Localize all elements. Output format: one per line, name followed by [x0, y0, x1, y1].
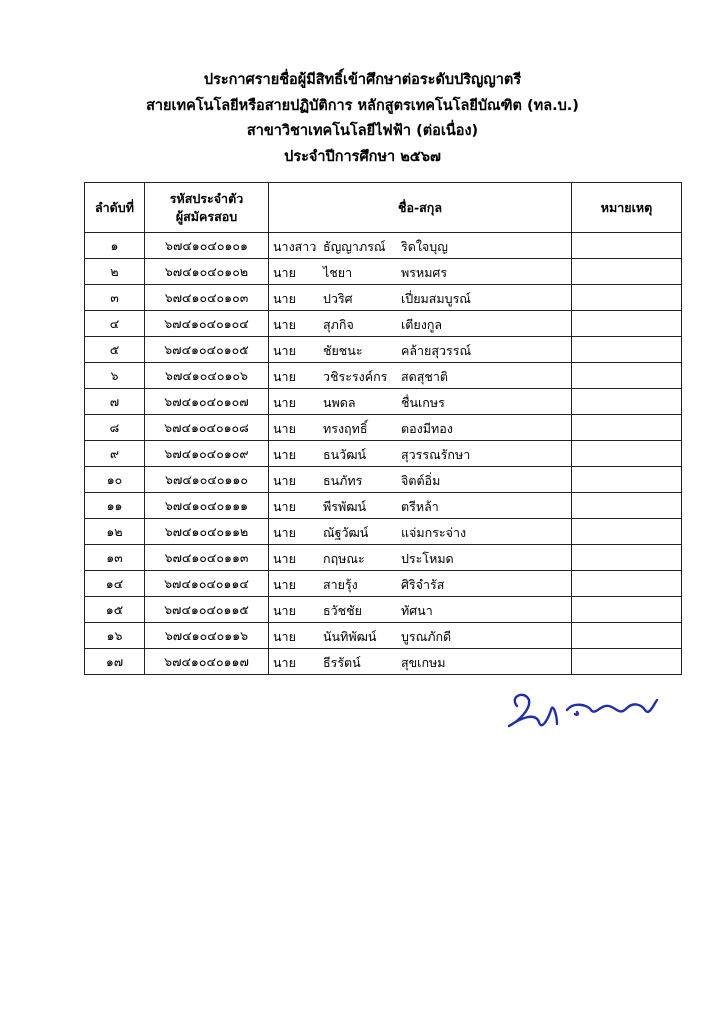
- applicant-code: ๖๗๔๑๐๔๐๑๑๐: [145, 467, 269, 493]
- name-prefix: นาย: [273, 317, 296, 332]
- row-number: ๑๑: [85, 493, 145, 519]
- name-prefix: นาย: [273, 291, 296, 306]
- last-name: สุวรรณรักษา: [401, 447, 471, 462]
- applicant-name: [269, 415, 572, 441]
- name-prefix: นาย: [273, 447, 296, 462]
- remark: [572, 389, 682, 415]
- applicant-code: ๖๗๔๑๐๔๐๑๐๗: [145, 389, 269, 415]
- table-row: [85, 467, 682, 493]
- name-prefix: นาย: [273, 603, 296, 618]
- row-number: ๑๖: [85, 623, 145, 649]
- row-number: ๑๒: [85, 519, 145, 545]
- name-prefix: นางสาว: [273, 239, 317, 254]
- name-prefix: นาย: [273, 395, 296, 410]
- remark: [572, 233, 682, 259]
- title-line-1: ประกาศรายชื่อผู้มีสิทธิ์เข้าศึกษาต่อระดับปริญญาตรี: [203, 72, 522, 88]
- name-prefix: นาย: [273, 629, 296, 644]
- name-wrapper: [269, 597, 571, 622]
- applicant-code: ๖๗๔๑๐๔๐๑๑๔: [145, 571, 269, 597]
- applicant-name: [269, 389, 572, 415]
- remark: [572, 363, 682, 389]
- first-name: ธีรรัตน์: [323, 655, 361, 670]
- table-row: [85, 415, 682, 441]
- table-row: [85, 337, 682, 363]
- applicant-code: ๖๗๔๑๐๔๐๑๐๔: [145, 311, 269, 337]
- remark: [572, 597, 682, 623]
- row-number: ๑๔: [85, 571, 145, 597]
- first-name: ปวริศ: [323, 291, 353, 306]
- table-row: [85, 623, 682, 649]
- applicant-name: [269, 337, 572, 363]
- first-name: ธวัชชัย: [323, 603, 362, 618]
- applicant-code: ๖๗๔๑๐๔๐๑๐๕: [145, 337, 269, 363]
- name-wrapper: [269, 389, 571, 414]
- remark: [572, 649, 682, 675]
- name-wrapper: [269, 571, 571, 596]
- row-number: ๑๕: [85, 597, 145, 623]
- table-row: [85, 233, 682, 259]
- name-wrapper: [269, 337, 571, 362]
- name-prefix: นาย: [273, 499, 296, 514]
- first-name: ธนภัทร: [323, 473, 363, 488]
- applicant-code: ๖๗๔๑๐๔๐๑๐๒: [145, 259, 269, 285]
- header-code-line-2: ผู้สมัครสอบ: [175, 208, 238, 224]
- first-name: วชิระรงค์กร: [323, 369, 388, 384]
- applicant-name: [269, 597, 572, 623]
- signature-second-stroke: [567, 700, 657, 712]
- name-prefix: นาย: [273, 525, 296, 540]
- applicant-name: [269, 233, 572, 259]
- row-number: ๑๗: [85, 649, 145, 675]
- table-header-row: [85, 183, 682, 233]
- remark: [572, 285, 682, 311]
- applicant-code: ๖๗๔๑๐๔๐๑๑๖: [145, 623, 269, 649]
- first-name: นพดล: [323, 395, 356, 410]
- name-wrapper: [269, 545, 571, 570]
- row-number: ๓: [85, 285, 145, 311]
- table-row: [85, 649, 682, 675]
- first-name: ไชยา: [323, 265, 353, 280]
- name-prefix: นาย: [273, 655, 296, 670]
- applicant-name: [269, 545, 572, 571]
- last-name: เตียงกูล: [401, 317, 443, 332]
- first-name: สุภกิจ: [323, 317, 354, 332]
- remark: [572, 441, 682, 467]
- last-name: สดสุชาติ: [401, 369, 448, 384]
- row-number: ๑๓: [85, 545, 145, 571]
- table-row: [85, 259, 682, 285]
- name-prefix: นาย: [273, 369, 296, 384]
- first-name: กฤษณะ: [323, 551, 365, 566]
- first-name: สายรุ้ง: [323, 577, 358, 592]
- name-wrapper: [269, 311, 571, 336]
- applicant-code: ๖๗๔๑๐๔๐๑๐๙: [145, 441, 269, 467]
- table-row: [85, 285, 682, 311]
- row-number: ๘: [85, 415, 145, 441]
- applicant-code: ๖๗๔๑๐๔๐๑๑๕: [145, 597, 269, 623]
- header-code: [145, 183, 269, 233]
- row-number: ๗: [85, 389, 145, 415]
- last-name: ตรีหล้า: [401, 499, 439, 514]
- first-name: พีรพัฒน์: [323, 499, 367, 514]
- last-name: จิตต์อิ่ม: [401, 473, 441, 488]
- remark: [572, 467, 682, 493]
- last-name: ศิริจำรัส: [401, 577, 445, 592]
- name-wrapper: [269, 493, 571, 518]
- table-row: [85, 493, 682, 519]
- applicant-name: [269, 623, 572, 649]
- applicant-name: [269, 259, 572, 285]
- name-wrapper: [269, 623, 571, 648]
- remark: [572, 623, 682, 649]
- table-row: [85, 597, 682, 623]
- last-name: คล้ายสุวรรณ์: [401, 343, 472, 358]
- applicant-code: ๖๗๔๑๐๔๐๑๑๗: [145, 649, 269, 675]
- row-number: ๙: [85, 441, 145, 467]
- name-wrapper: [269, 467, 571, 492]
- first-name: ธนวัฒน์: [323, 447, 367, 462]
- row-number: ๑: [85, 233, 145, 259]
- applicant-code: ๖๗๔๑๐๔๐๑๑๒: [145, 519, 269, 545]
- applicant-name: [269, 519, 572, 545]
- remark: [572, 311, 682, 337]
- applicant-code: ๖๗๔๑๐๔๐๑๑๑: [145, 493, 269, 519]
- row-number: ๕: [85, 337, 145, 363]
- name-wrapper: [269, 363, 571, 388]
- first-name: นันทิพัฒน์: [323, 629, 377, 644]
- header-note: หมายเหตุ: [572, 183, 682, 233]
- applicant-name: [269, 649, 572, 675]
- remark: [572, 571, 682, 597]
- first-name: ชัยชนะ: [323, 343, 363, 358]
- signature: [495, 682, 665, 738]
- header-no: ลำดับที่: [85, 183, 145, 233]
- applicant-code: ๖๗๔๑๐๔๐๑๐๖: [145, 363, 269, 389]
- row-number: ๒: [85, 259, 145, 285]
- table-row: [85, 571, 682, 597]
- name-wrapper: [269, 649, 571, 674]
- first-name: ธัญญาภรณ์: [323, 239, 386, 254]
- applicant-name: [269, 571, 572, 597]
- name-wrapper: [269, 415, 571, 440]
- applicant-code: ๖๗๔๑๐๔๐๑๐๑: [145, 233, 269, 259]
- header-code-line-1: รหัสประจำตัว: [169, 190, 244, 206]
- last-name: แจ่มกระจ่าง: [401, 525, 467, 540]
- name-prefix: นาย: [273, 421, 296, 436]
- signature-dot: [575, 712, 578, 715]
- table-row: [85, 311, 682, 337]
- remark: [572, 415, 682, 441]
- remark: [572, 545, 682, 571]
- remark: [572, 259, 682, 285]
- signature-strokes: [509, 695, 657, 726]
- title-line-2: สายเทคโนโลยีหรือสายปฏิบัติการ หลักสูตรเทคโนโลยีบัณฑิต (ทล.บ.): [146, 97, 579, 114]
- applicant-name: [269, 441, 572, 467]
- applicant-name: [269, 311, 572, 337]
- name-prefix: นาย: [273, 551, 296, 566]
- applicant-name: [269, 467, 572, 493]
- name-wrapper: [269, 519, 571, 544]
- table-row: [85, 363, 682, 389]
- last-name: ตองมีทอง: [401, 421, 453, 436]
- name-wrapper: [269, 441, 571, 466]
- name-prefix: นาย: [273, 343, 296, 358]
- remark: [572, 337, 682, 363]
- last-name: ประโหมด: [401, 551, 454, 566]
- remark: [572, 493, 682, 519]
- row-number: ๖: [85, 363, 145, 389]
- table-row: [85, 389, 682, 415]
- applicant-name: [269, 285, 572, 311]
- last-name: เปี่ยมสมบูรณ์: [401, 291, 471, 306]
- last-name: ทัศนา: [401, 603, 433, 618]
- title-line-4: ประจำปีการศึกษา ๒๕๖๗: [284, 148, 441, 165]
- table-row: [85, 519, 682, 545]
- last-name: บูรณภักดี: [401, 629, 452, 644]
- first-name: ทรงฤทธิ์: [323, 421, 368, 436]
- applicant-code: ๖๗๔๑๐๔๐๑๐๘: [145, 415, 269, 441]
- header-name: ชื่อ-สกุล: [269, 183, 572, 233]
- document-title: [0, 68, 725, 170]
- last-name: พรหมศร: [401, 265, 448, 280]
- row-number: ๑๐: [85, 467, 145, 493]
- applicant-name: [269, 493, 572, 519]
- last-name: ชื่นเกษร: [401, 395, 445, 410]
- signature-first-stroke: [509, 695, 557, 726]
- last-name: ริดใจบุญ: [401, 239, 448, 254]
- applicant-code: ๖๗๔๑๐๔๐๑๑๓: [145, 545, 269, 571]
- title-line-3: สาขาวิชาเทคโนโลยีไฟฟ้า (ต่อเนื่อง): [246, 123, 479, 139]
- name-prefix: นาย: [273, 473, 296, 488]
- name-wrapper: [269, 259, 571, 284]
- table-row: [85, 545, 682, 571]
- table-body: [85, 233, 682, 675]
- applicant-table: [84, 182, 682, 675]
- applicant-code: ๖๗๔๑๐๔๐๑๐๓: [145, 285, 269, 311]
- applicant-name: [269, 363, 572, 389]
- row-number: ๔: [85, 311, 145, 337]
- name-wrapper: [269, 233, 571, 258]
- last-name: สุขเกษม: [401, 655, 446, 670]
- name-prefix: นาย: [273, 265, 296, 280]
- first-name: ณัฐวัฒน์: [323, 525, 369, 540]
- name-prefix: นาย: [273, 577, 296, 592]
- remark: [572, 519, 682, 545]
- name-wrapper: [269, 285, 571, 310]
- table-row: [85, 441, 682, 467]
